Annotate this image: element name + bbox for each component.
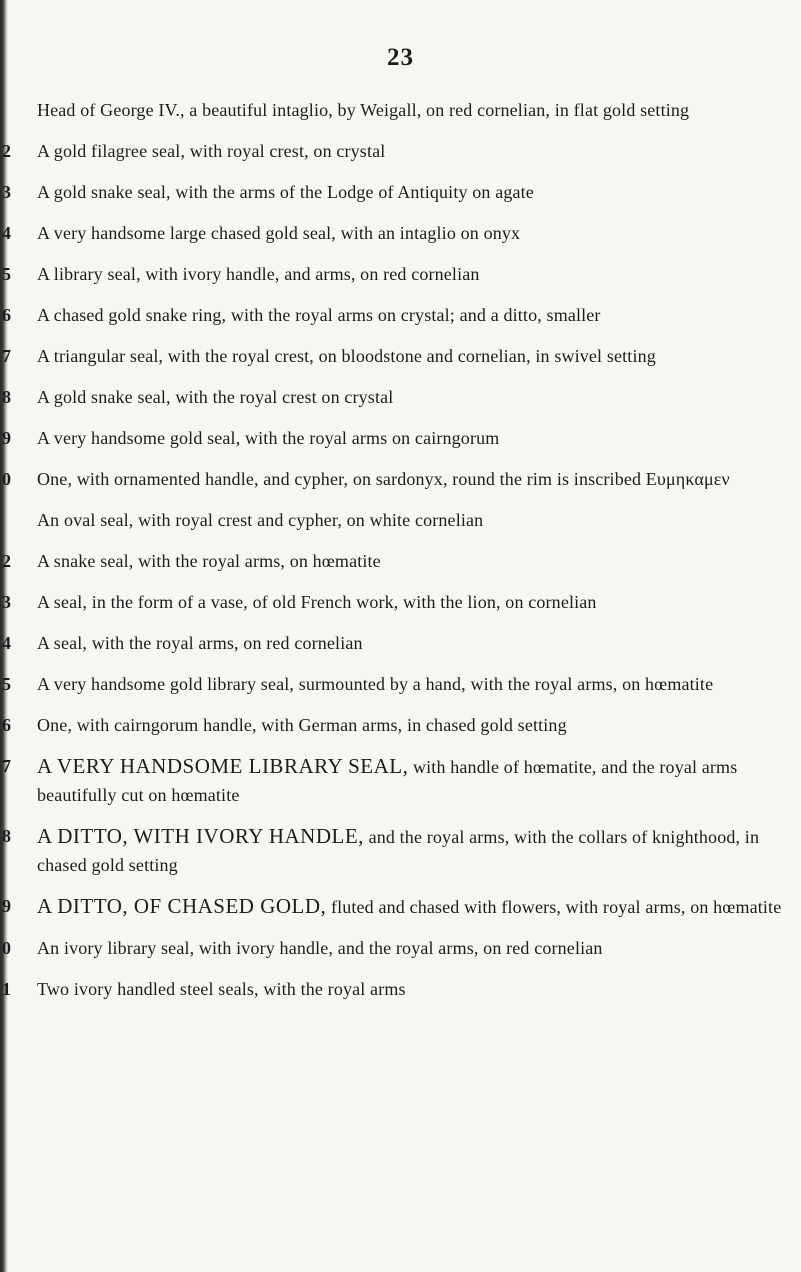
entry-description — [37, 711, 789, 739]
entry-text: Two ivory handled steel seals, with the royal arms — [37, 979, 406, 999]
entry-description — [37, 96, 789, 124]
entry-lead-caps: A VERY HANDSOME LIBRARY SEAL, — [37, 754, 409, 778]
entry-text: A very handsome gold library seal, surmounted by a hand, with the royal arms, on hœmatite — [37, 674, 714, 694]
lot-number-fragment: 4 — [2, 633, 11, 653]
entry-description — [37, 424, 789, 452]
catalogue-entry — [0, 301, 801, 329]
catalogue-entry — [0, 424, 801, 452]
entry-description — [37, 670, 789, 698]
catalogue-entry — [0, 342, 801, 370]
lot-number-fragment: 0 — [2, 938, 11, 958]
lot-number-fragment: 1 — [2, 979, 11, 999]
catalogue-entry — [0, 260, 801, 288]
page-number: 23 — [387, 44, 414, 71]
entry-text: A very handsome gold seal, with the royal arms on cairngorum — [37, 428, 500, 448]
entry-text: Head of George IV., a beautiful intaglio, by Weigall, on red cornelian, in flat gold setting — [37, 100, 690, 120]
catalogue-entry — [0, 547, 801, 575]
catalogue-entry — [0, 752, 801, 809]
entry-text: A gold snake seal, with the royal crest on crystal — [37, 387, 394, 407]
lot-number-fragment: 3 — [2, 182, 11, 202]
entry-description — [37, 892, 789, 921]
entry-description — [37, 506, 789, 534]
catalogue-entry — [0, 892, 801, 921]
entry-description — [37, 547, 789, 575]
entry-text: A triangular seal, with the royal crest, on bloodstone and cornelian, in swivel setting — [37, 346, 656, 366]
entry-lead-caps: A DITTO, OF CHASED GOLD, — [37, 894, 327, 918]
entry-text: A very handsome large chased gold seal, with an intaglio on onyx — [37, 223, 521, 243]
entry-text: One, with ornamented handle, and cypher, on sardonyx, round the rim is inscribed Ευμηκαμεν — [37, 469, 730, 489]
entry-text: fluted and chased with flowers, with royal arms, on hœmatite — [326, 897, 782, 917]
lot-number-fragment: 8 — [2, 387, 11, 407]
entry-text: One, with cairngorum handle, with German arms, in chased gold setting — [37, 715, 567, 735]
lot-number-fragment: 7 — [2, 756, 11, 776]
entry-description — [37, 934, 789, 962]
catalogue-entry — [0, 975, 801, 1003]
catalogue-entry — [0, 178, 801, 206]
lot-number-fragment: 2 — [2, 141, 11, 161]
lot-number-fragment: 9 — [2, 428, 11, 448]
catalogue-entry — [0, 506, 801, 534]
catalogue-entry — [0, 822, 801, 879]
entry-text: A chased gold snake ring, with the royal arms on crystal; and a ditto, smaller — [37, 305, 601, 325]
entry-text: A seal, in the form of a vase, of old French work, with the lion, on cornelian — [37, 592, 597, 612]
entry-description — [37, 588, 789, 616]
lot-number-fragment: 3 — [2, 592, 11, 612]
lot-number-fragment: 2 — [2, 551, 11, 571]
entry-description — [37, 342, 789, 370]
lot-number-fragment: 6 — [2, 305, 11, 325]
catalogue-entry — [0, 383, 801, 411]
entry-description — [37, 260, 789, 288]
lot-number-fragment: 0 — [2, 469, 11, 489]
entry-description — [37, 465, 789, 493]
entry-text: An oval seal, with royal crest and cypher, on white cornelian — [37, 510, 484, 530]
entry-description — [37, 975, 789, 1003]
entry-description — [37, 383, 789, 411]
entry-text: A seal, with the royal arms, on red cornelian — [37, 633, 363, 653]
lot-number-fragment: 4 — [2, 223, 11, 243]
lot-number-fragment: 5 — [2, 674, 11, 694]
catalogue-entries — [0, 96, 801, 1016]
lot-number-fragment: 8 — [2, 826, 11, 846]
lot-number-fragment: 9 — [2, 896, 11, 916]
entry-text: and the royal arms, with the collars of knighthood, in chased gold setting — [37, 827, 760, 875]
entry-description — [37, 219, 789, 247]
entry-description — [37, 137, 789, 165]
catalogue-entry — [0, 711, 801, 739]
catalogue-entry — [0, 588, 801, 616]
catalogue-entry — [0, 629, 801, 657]
entry-lead-caps: A DITTO, WITH IVORY HANDLE, — [37, 824, 364, 848]
catalogue-entry — [0, 219, 801, 247]
entry-text: A gold snake seal, with the arms of the Lodge of Antiquity on agate — [37, 182, 534, 202]
entry-description — [37, 822, 789, 879]
catalogue-entry — [0, 934, 801, 962]
catalogue-entry — [0, 137, 801, 165]
lot-number-fragment: 7 — [2, 346, 11, 366]
catalogue-entry — [0, 96, 801, 124]
catalogue-entry — [0, 670, 801, 698]
entry-text: A snake seal, with the royal arms, on hœmatite — [37, 551, 381, 571]
entry-description — [37, 629, 789, 657]
entry-text: with handle of hœmatite, and the royal arms beautifully cut on hœmatite — [37, 757, 738, 805]
lot-number-fragment: 6 — [2, 715, 11, 735]
entry-text: A library seal, with ivory handle, and arms, on red cornelian — [37, 264, 480, 284]
entry-text: An ivory library seal, with ivory handle, and the royal arms, on red cornelian — [37, 938, 603, 958]
catalogue-entry — [0, 465, 801, 493]
entry-text: A gold filagree seal, with royal crest, on crystal — [37, 141, 386, 161]
entry-description — [37, 301, 789, 329]
lot-number-fragment: 5 — [2, 264, 11, 284]
entry-description — [37, 752, 789, 809]
entry-description — [37, 178, 789, 206]
